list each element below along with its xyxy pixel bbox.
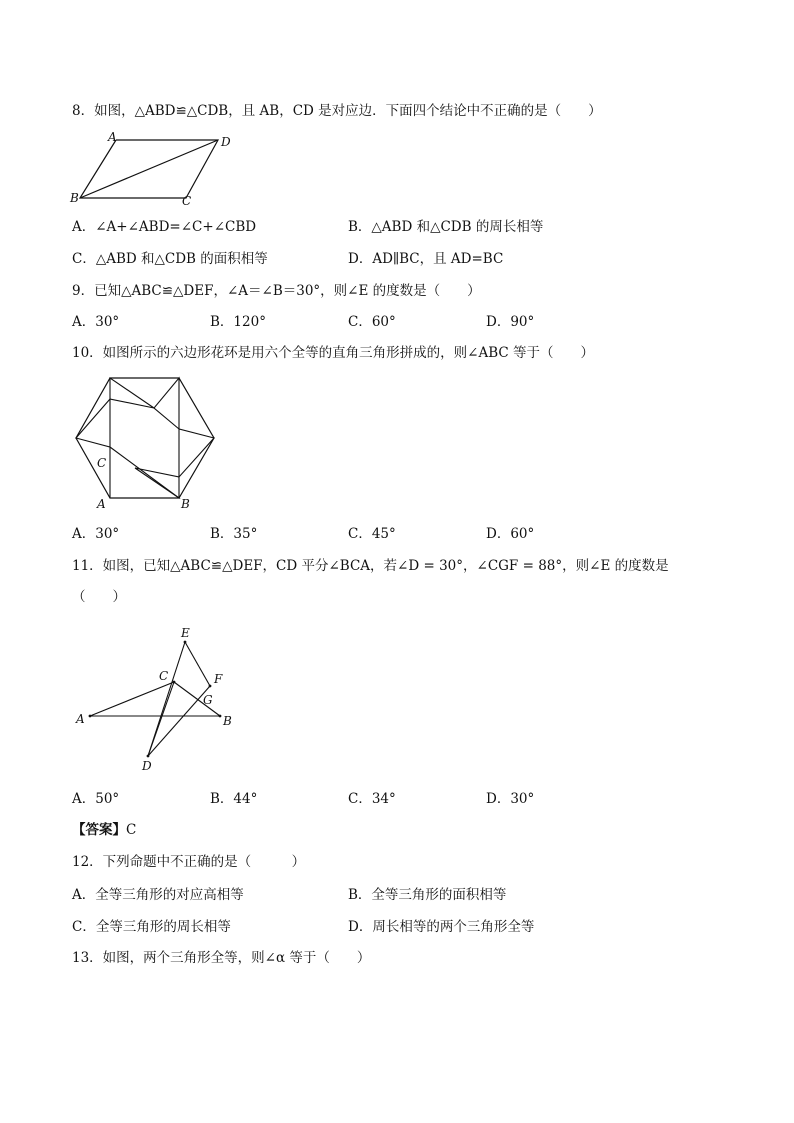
q12-option-b[interactable]: B．全等三角形的面积相等 [348,887,507,903]
q9-option-a[interactable]: A．30° [72,314,120,330]
q11-label-b: B [223,714,232,728]
q8-options-row1 [72,218,752,236]
q8-parallelogram-figure [66,128,246,208]
q8-option-b[interactable]: B．△ABD 和△CDB 的周长相等 [348,219,544,235]
q8-option-c[interactable]: C．△ABD 和△CDB 的面积相等 [72,251,268,267]
q11-label-c: C [159,669,169,683]
q11-label-g: G [203,693,213,707]
q11-option-d[interactable]: D．30° [486,791,535,807]
q11-label-e: E [181,626,190,640]
q10-option-c[interactable]: C．45° [348,526,396,542]
q8-option-d[interactable]: D．AD∥BC，且 AD=BC [348,251,504,267]
q11-option-c[interactable]: C．34° [348,791,396,807]
q9-option-d[interactable]: D．90° [486,314,535,330]
q8-options-row2 [72,250,752,268]
q10-option-d[interactable]: D．60° [486,526,535,542]
q10-hexagon-figure [70,372,220,512]
q11-options-row [72,790,752,808]
q10-label-c: C [97,456,107,470]
q11-stem-paren: （ ） [72,589,126,605]
q12-option-a[interactable]: A．全等三角形的对应高相等 [72,887,244,903]
q9-option-c[interactable]: C．60° [348,314,396,330]
q11-triangles-figure [70,622,250,777]
q12-stem: 12．下列命题中不正确的是（ ） [72,854,306,870]
q11-option-b[interactable]: B．44° [210,791,258,807]
q9-stem: 9．已知△ABC≌△DEF，∠A＝∠B＝30°，则∠E 的度数是（ ） [72,283,481,299]
q10-label-b: B [181,497,190,511]
q13-stem: 13．如图，两个三角形全等，则∠α 等于（ ） [72,950,371,966]
q8-stem: 8．如图，△ABD≌△CDB，且 AB，CD 是对应边．下面四个结论中不正确的是（ ） [72,103,602,119]
q12-option-d[interactable]: D．周长相等的两个三角形全等 [348,919,535,935]
q11-option-a[interactable]: A．50° [72,791,120,807]
q12-option-c[interactable]: C．全等三角形的周长相等 [72,919,231,935]
q10-options-row [72,525,752,543]
q9-option-b[interactable]: B．120° [210,314,266,330]
q9-options-row [72,313,752,331]
q11-label-a: A [76,712,85,726]
q12-options-row1 [72,886,752,904]
q12-options-row2 [72,918,752,936]
q8-label-a: A [108,130,117,144]
q11-answer [72,821,136,839]
q10-option-b[interactable]: B．35° [210,526,258,542]
q11-label-f: F [214,672,223,686]
q8-label-d: D [221,135,231,149]
q10-option-a[interactable]: A．30° [72,526,120,542]
q8-label-b: B [70,191,79,205]
q10-stem: 10．如图所示的六边形花环是用六个全等的直角三角形拼成的，则∠ABC 等于（ ） [72,345,595,361]
answer-value: C [126,822,137,838]
q11-label-d: D [142,759,152,773]
q8-option-a[interactable]: A．∠A+∠ABD=∠C+∠CBD [72,219,257,235]
q11-stem: 11．如图，已知△ABC≌△DEF，CD 平分∠BCA，若∠D = 30°，∠CGF = 88°，则∠E 的度数是 [72,558,669,574]
answer-label: 【答案】 [72,822,126,838]
q8-label-c: C [182,194,192,208]
q10-label-a: A [97,497,106,511]
